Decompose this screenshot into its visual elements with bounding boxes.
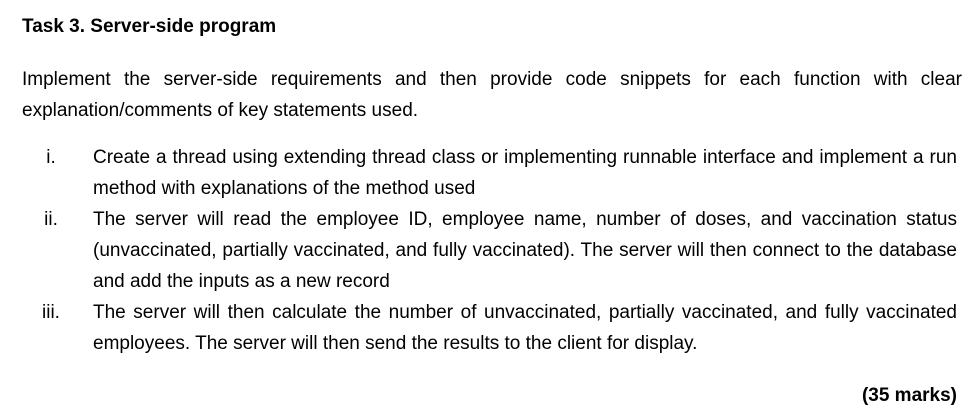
requirements-list [0,142,979,359]
requirement-numeral: ii. [44,209,58,230]
requirement-text: The server will then calculate the number of unvaccinated, partially vaccinated, and fully vaccinated employees. The server will then send the results to the client for display. [93,302,957,354]
task-title: Task 3. Server-side program [22,16,277,37]
requirement-numeral: i. [46,147,56,168]
requirement-numeral: iii. [42,302,60,323]
requirement-text: The server will read the employee ID, employee name, number of doses, and vaccination status (unvaccinated, partially vaccinated, and fully vaccinated). The server will then connect to the database and add the inputs as a new record [93,209,957,292]
requirement-text: Create a thread using extending thread class or implementing runnable interface and implement a run method with explanations of the method used [93,147,957,199]
requirement-item-3 [0,297,979,359]
requirement-item-1 [0,142,979,204]
task-intro: Implement the server-side requirements and then provide code snippets for each function with clear explanation/comments of key statements used. [22,69,962,121]
marks-label: (35 marks) [861,385,957,406]
requirement-item-2 [0,204,979,297]
